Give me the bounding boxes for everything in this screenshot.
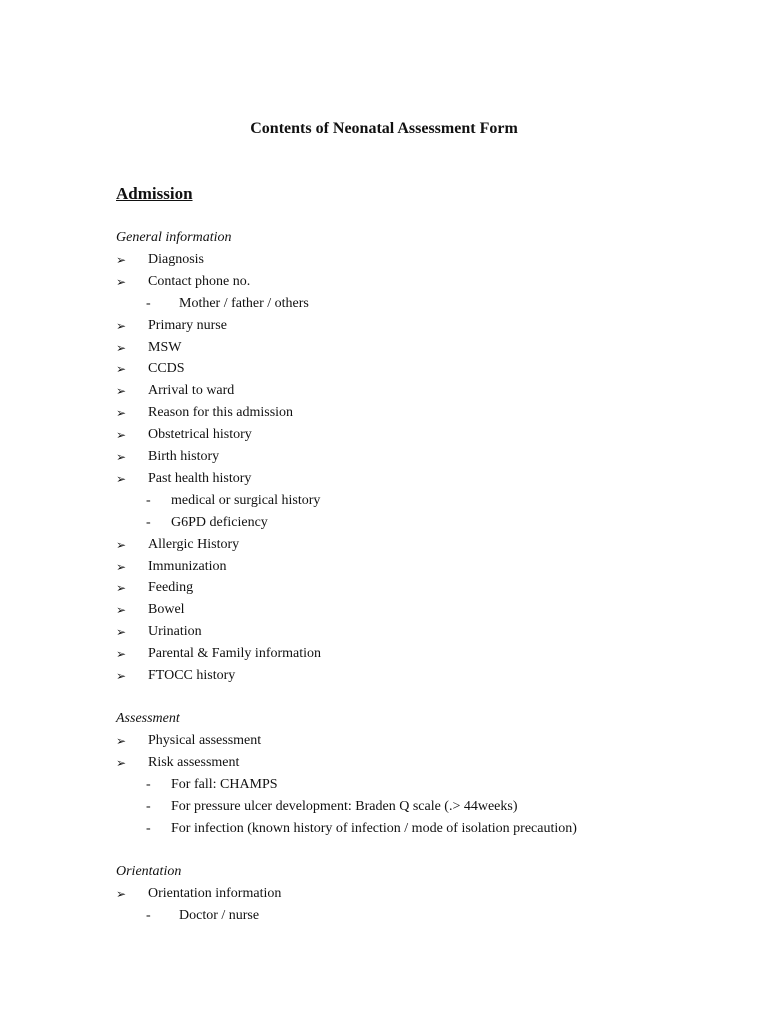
arrow-bullet-icon: ➢ <box>116 755 127 770</box>
list-item-text: Urination <box>148 624 202 640</box>
list-item-text: Feeding <box>148 580 194 596</box>
sub-list-item-text: Doctor / nurse <box>179 907 260 923</box>
list-item-text: Reason for this admission <box>148 405 294 421</box>
arrow-bullet-icon: ➢ <box>116 625 127 640</box>
arrow-bullet-icon: ➢ <box>116 559 127 574</box>
list-item-text: Arrival to ward <box>148 383 235 399</box>
arrow-bullet-icon: ➢ <box>116 362 127 377</box>
list-item-text: Physical assessment <box>148 732 262 748</box>
dash-bullet: - <box>146 492 151 508</box>
dash-bullet: - <box>146 776 151 792</box>
list-item-text: Diagnosis <box>148 251 204 267</box>
arrow-bullet-icon: ➢ <box>116 252 127 267</box>
sub-list-item-text: G6PD deficiency <box>171 514 268 530</box>
list-item-text: Primary nurse <box>148 317 227 333</box>
dash-bullet: - <box>146 907 151 923</box>
list-item-text: Birth history <box>148 449 220 464</box>
list-item-text: Immunization <box>148 558 227 574</box>
list-item-text: Contact phone no. <box>148 273 251 289</box>
sub-list-item-text: Mother / father / others <box>179 295 309 311</box>
list-item-text: FTOCC history <box>148 668 236 683</box>
section-label: General information <box>116 230 232 245</box>
arrow-bullet-icon: ➢ <box>116 537 127 552</box>
dash-bullet: - <box>146 514 151 530</box>
arrow-bullet-icon: ➢ <box>116 886 127 901</box>
list-item-text: MSW <box>148 339 182 355</box>
arrow-bullet-icon: ➢ <box>116 274 127 289</box>
sub-list-item-text: For fall: CHAMPS <box>171 776 278 792</box>
arrow-bullet-icon: ➢ <box>116 603 127 618</box>
section-heading-admission: Admission <box>116 184 193 203</box>
section-label: Assessment <box>116 711 180 726</box>
list-item-text: Allergic History <box>148 536 240 552</box>
arrow-bullet-icon: ➢ <box>116 384 127 399</box>
arrow-bullet-icon: ➢ <box>116 669 127 683</box>
arrow-bullet-icon: ➢ <box>116 318 127 333</box>
sub-list-item-text: medical or surgical history <box>171 492 321 508</box>
arrow-bullet-icon: ➢ <box>116 647 127 662</box>
list-item-text: Parental & Family information <box>148 646 322 662</box>
list-item-text: Risk assessment <box>148 754 240 770</box>
list-item-text: Past health history <box>148 470 252 486</box>
arrow-bullet-icon: ➢ <box>116 450 127 464</box>
section-label: Orientation <box>116 864 182 879</box>
list-item-text: CCDS <box>148 361 185 377</box>
dash-bullet: - <box>146 820 151 836</box>
sub-list-item-text: For infection (known history of infection / mode of isolation precaution) <box>171 820 577 836</box>
arrow-bullet-icon: ➢ <box>116 471 127 486</box>
list-item-text: Obstetrical history <box>148 427 252 443</box>
list-item-text: Bowel <box>148 602 185 618</box>
document-title: Contents of Neonatal Assessment Form <box>250 120 518 137</box>
list-item-text: Orientation information <box>148 885 282 901</box>
sub-list-item-text: For pressure ulcer development: Braden Q scale (.> 44weeks) <box>171 798 518 814</box>
arrow-bullet-icon: ➢ <box>116 406 127 421</box>
arrow-bullet-icon: ➢ <box>116 340 127 355</box>
arrow-bullet-icon: ➢ <box>116 733 127 748</box>
arrow-bullet-icon: ➢ <box>116 581 127 596</box>
dash-bullet: - <box>146 798 151 814</box>
arrow-bullet-icon: ➢ <box>116 428 127 443</box>
dash-bullet: - <box>146 295 151 311</box>
